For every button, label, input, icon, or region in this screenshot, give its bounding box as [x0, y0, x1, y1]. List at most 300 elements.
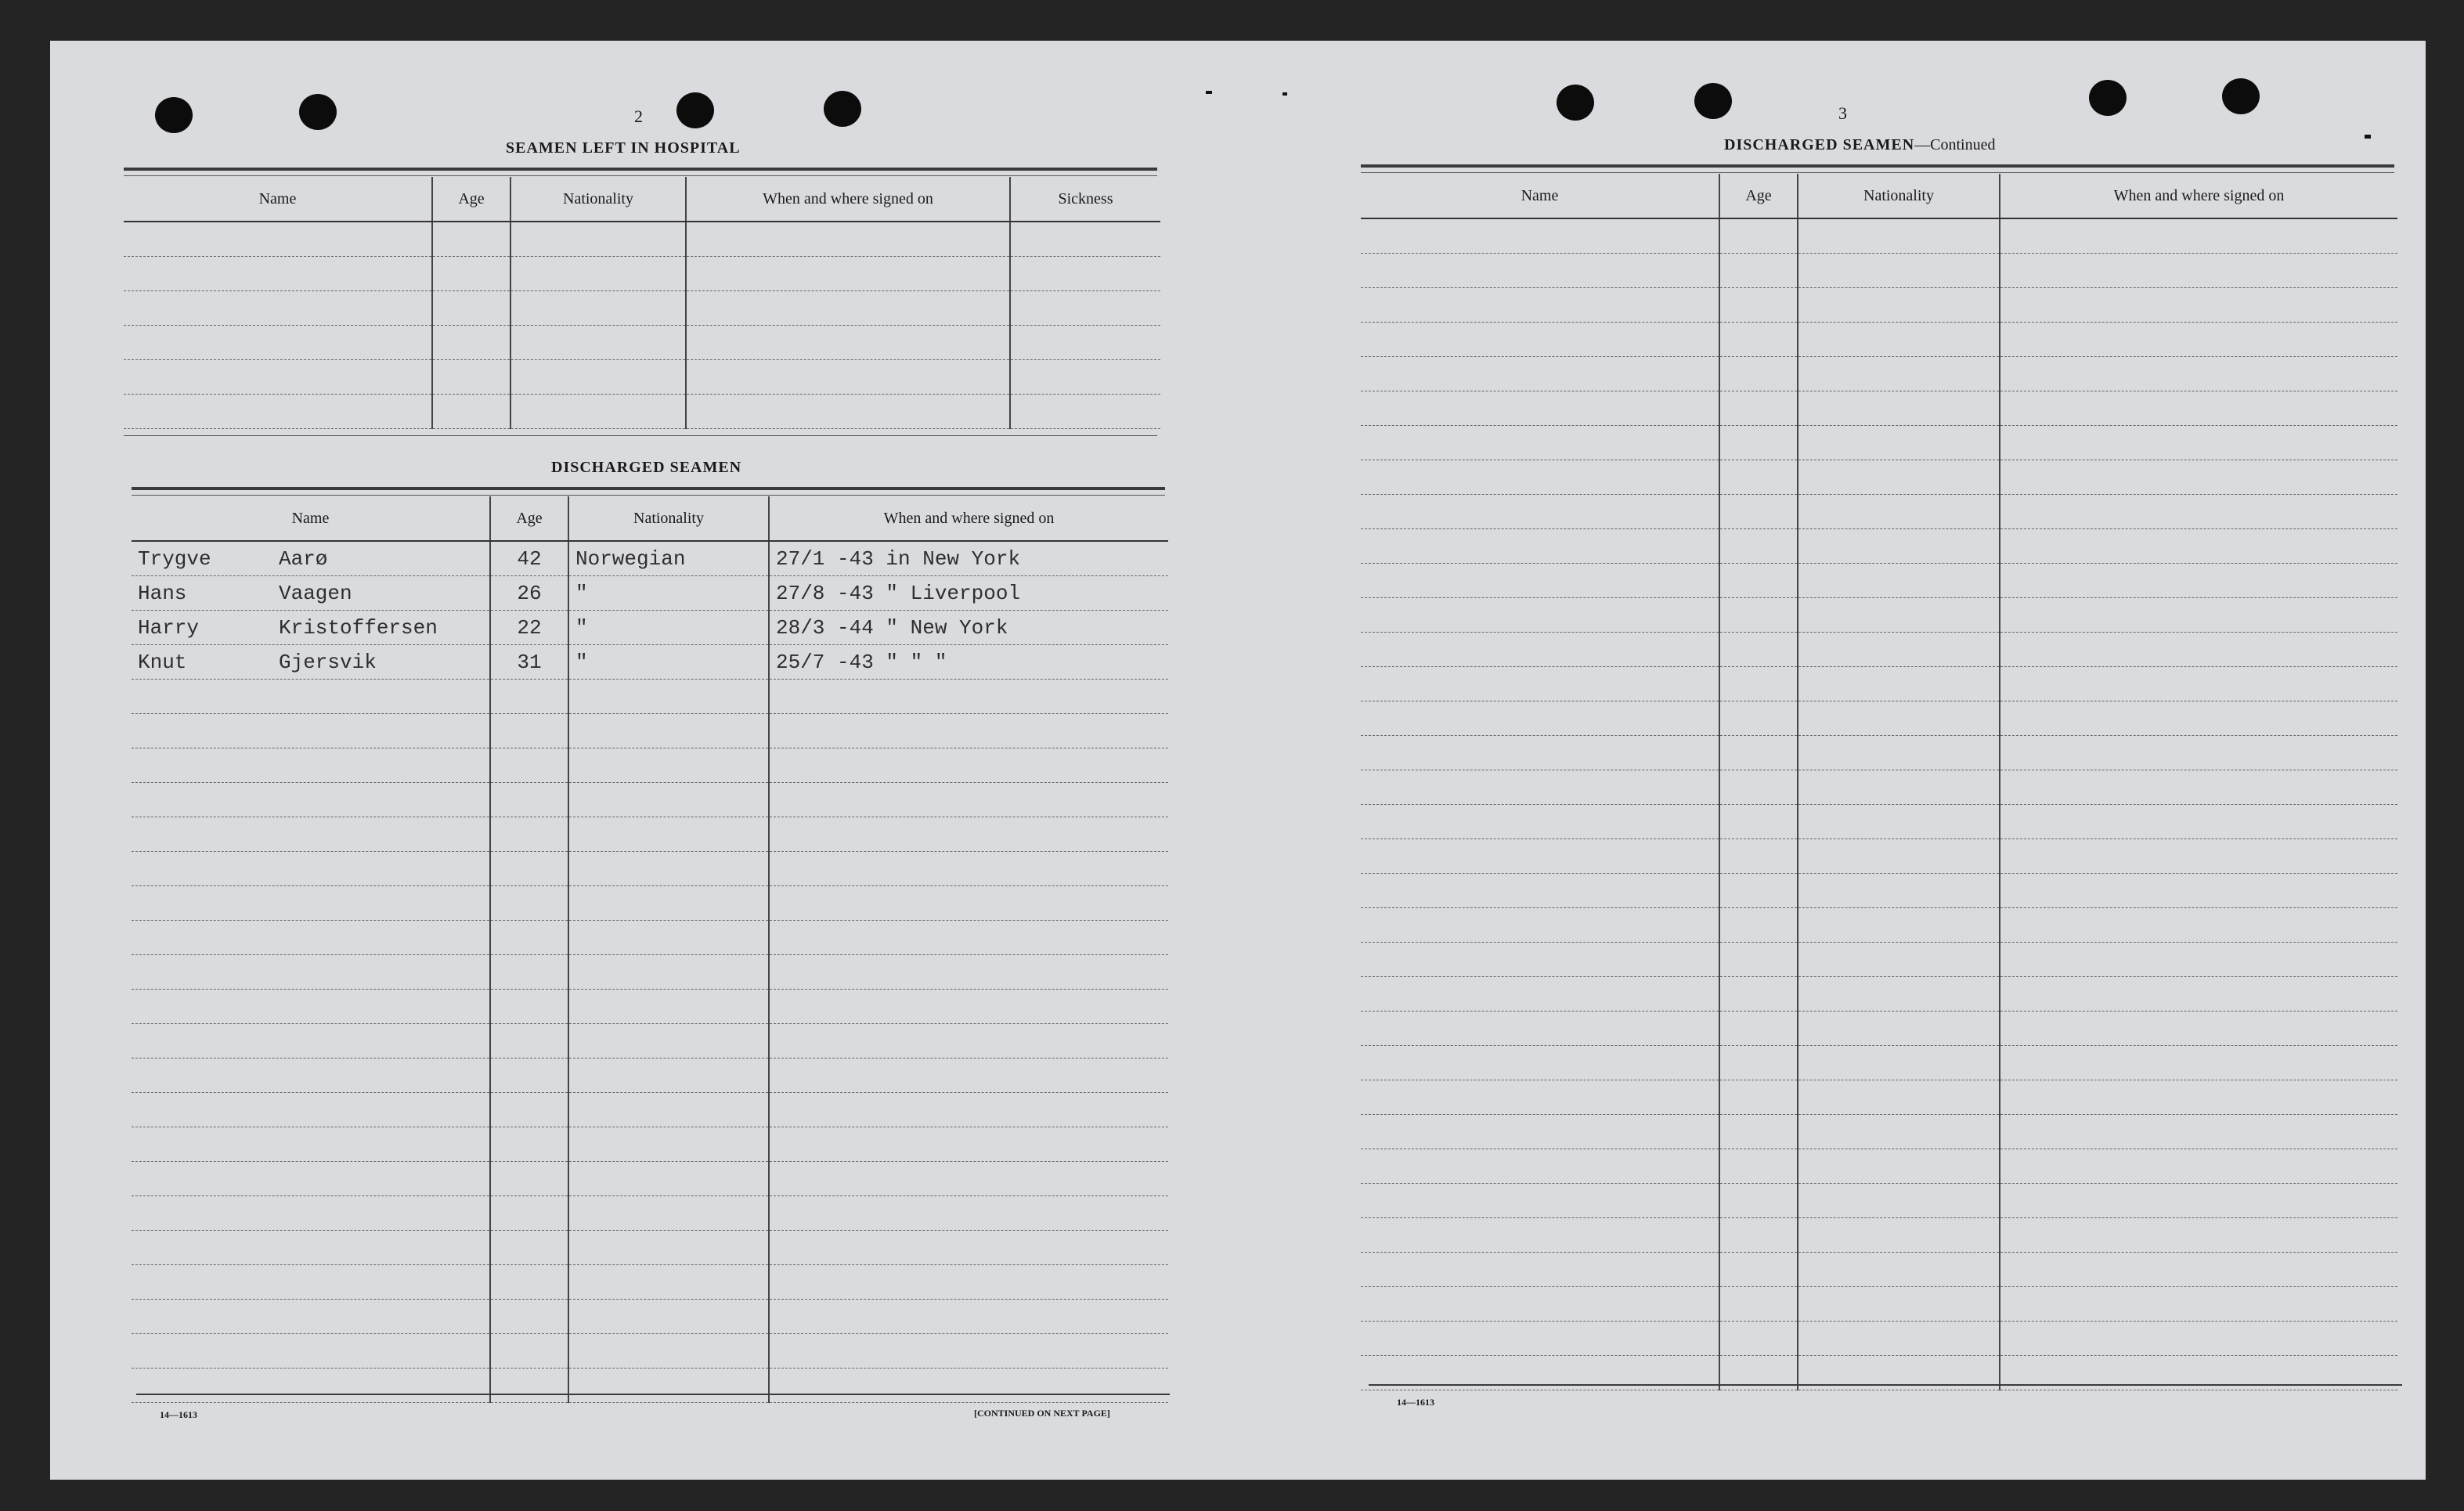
cell-name [132, 1265, 490, 1300]
continued-suffix: —Continued [1914, 136, 1996, 153]
cell-name [1361, 1184, 1719, 1218]
cell-age [490, 1265, 568, 1300]
cell-signed-on [769, 1162, 1168, 1196]
seaman-row [132, 645, 1168, 680]
cell-nationality [1798, 460, 2000, 495]
cell-name [132, 1162, 490, 1196]
cell-signed-on [2000, 1080, 2397, 1115]
cell-signed-on [769, 680, 1168, 714]
cell-age [490, 714, 568, 748]
cell-nationality [568, 714, 769, 748]
hospital-row [124, 395, 1160, 429]
cell-nationality [1798, 1080, 2000, 1115]
seaman-row [132, 611, 1168, 645]
scan-speck [1206, 91, 1212, 94]
top-rule [124, 168, 1157, 171]
cell-nationality [568, 990, 769, 1024]
cell-signed-on [2000, 667, 2397, 701]
cell-name [1361, 977, 1719, 1012]
cell-nationality [1798, 943, 2000, 977]
cell-name [1361, 564, 1719, 598]
cell-name [132, 1058, 490, 1093]
discharged-continued-title-text: DISCHARGED SEAMEN [1724, 136, 1915, 153]
empty-row [1361, 1253, 2397, 1287]
seaman-row [132, 714, 1168, 748]
cell-signed-on [2000, 839, 2397, 874]
top-rule [1361, 164, 2394, 168]
cell-signed-on [769, 714, 1168, 748]
empty-row [1361, 288, 2397, 323]
first-name: Hans [138, 581, 187, 605]
empty-row [1361, 1080, 2397, 1115]
cell-nationality [1798, 1218, 2000, 1253]
cell-name [132, 1300, 490, 1334]
cell-nationality [510, 222, 686, 257]
cell-signed-on [2000, 943, 2397, 977]
cell-name [132, 645, 490, 680]
cell-signed-on [686, 360, 1010, 395]
seaman-row [132, 921, 1168, 955]
cell-age [490, 921, 568, 955]
empty-row [1361, 1115, 2397, 1149]
cell-age [490, 1196, 568, 1231]
seaman-row [132, 1127, 1168, 1162]
discharged-header-row [132, 496, 1168, 541]
seaman-row [132, 990, 1168, 1024]
cell-age [1719, 495, 1798, 529]
cell-nationality [1798, 1046, 2000, 1080]
cell-age [1719, 977, 1798, 1012]
cell-sickness [1010, 326, 1160, 360]
cell-nationality [1798, 770, 2000, 805]
cell-age [1719, 218, 1798, 254]
cell-signed-on [2000, 701, 2397, 736]
cell-age [490, 1058, 568, 1093]
cell-name [1361, 874, 1719, 908]
cell-nationality [568, 817, 769, 852]
cell-age [1719, 1218, 1798, 1253]
cell-signed-on [769, 1058, 1168, 1093]
cell-age [1719, 598, 1798, 633]
cell-name [1361, 495, 1719, 529]
cell-signed-on [2000, 1046, 2397, 1080]
cell-name [132, 955, 490, 990]
cell-nationality [568, 852, 769, 886]
cell-nationality [510, 360, 686, 395]
empty-row [1361, 943, 2397, 977]
cell-age [1719, 839, 1798, 874]
empty-row [1361, 564, 2397, 598]
cell-signed-on [769, 921, 1168, 955]
cell-age [1719, 426, 1798, 460]
empty-row [1361, 323, 2397, 357]
first-name: Trygve [138, 546, 211, 571]
empty-row [1361, 770, 2397, 805]
cell-nationality [1798, 323, 2000, 357]
cell-nationality [1798, 218, 2000, 254]
cell-nationality [1798, 1115, 2000, 1149]
seaman-row [132, 1369, 1168, 1403]
cell-age [490, 1162, 568, 1196]
cell-signed-on [769, 852, 1168, 886]
cell-name [132, 680, 490, 714]
cell-signed-on [2000, 564, 2397, 598]
page-number: 2 [634, 106, 643, 126]
cell-age [1719, 564, 1798, 598]
cell-nationality [568, 680, 769, 714]
cell-age [1719, 323, 1798, 357]
cell-age [1719, 1046, 1798, 1080]
cell-age [1719, 1322, 1798, 1356]
cell-nationality [568, 1265, 769, 1300]
cell-nationality [568, 1127, 769, 1162]
column-header-age: Age [1719, 174, 1798, 218]
empty-row [1361, 736, 2397, 770]
cell-age [432, 360, 510, 395]
seaman-row [132, 1231, 1168, 1265]
empty-row [1361, 460, 2397, 495]
cell-nationality [1798, 288, 2000, 323]
cell-age [490, 990, 568, 1024]
cell-signed-on [686, 222, 1010, 257]
column-header-age: Age [490, 496, 568, 541]
cell-age [1719, 254, 1798, 288]
seaman-row [132, 783, 1168, 817]
empty-row [1361, 391, 2397, 426]
first-name: Harry [138, 615, 200, 640]
cell-age [1719, 460, 1798, 495]
cell-name [1361, 1287, 1719, 1322]
empty-row [1361, 254, 2397, 288]
scan-speck [1283, 92, 1287, 96]
cell-age [490, 783, 568, 817]
column-header-nationality: Nationality [568, 496, 769, 541]
cell-name [132, 1231, 490, 1265]
cell-age [1719, 1253, 1798, 1287]
cell-nationality [568, 921, 769, 955]
cell-nationality [1798, 1184, 2000, 1218]
cell-signed-on: 27/1 -43 in New York [769, 541, 1168, 576]
last-name: Kristoffersen [279, 615, 438, 640]
left-page [50, 41, 1193, 1480]
discharged-top-rule-thin [132, 495, 1165, 496]
cell-age [1719, 943, 1798, 977]
cell-nationality [1798, 1287, 2000, 1322]
cell-signed-on [2000, 874, 2397, 908]
cell-signed-on [2000, 218, 2397, 254]
cell-name [1361, 736, 1719, 770]
cell-signed-on [2000, 323, 2397, 357]
cell-nationality: " [568, 645, 769, 680]
cell-nationality [568, 1162, 769, 1196]
discharged-top-rule [132, 487, 1165, 490]
punch-hole [676, 92, 714, 128]
cell-age [1719, 529, 1798, 564]
cell-name [1361, 633, 1719, 667]
cell-age [490, 1334, 568, 1369]
cell-name [132, 783, 490, 817]
seaman-row [132, 680, 1168, 714]
hospital-header-row [124, 177, 1160, 222]
cell-name [1361, 770, 1719, 805]
cell-age [432, 222, 510, 257]
empty-row [1361, 598, 2397, 633]
column-header-nationality: Nationality [510, 177, 686, 222]
column-header-signed-on: When and where signed on [769, 496, 1168, 541]
cell-nationality: " [568, 611, 769, 645]
cell-nationality [510, 257, 686, 291]
cell-nationality [1798, 1149, 2000, 1184]
cell-age [490, 680, 568, 714]
cell-signed-on [2000, 805, 2397, 839]
cell-name [132, 1334, 490, 1369]
form-number: 14—1613 [1397, 1397, 1434, 1408]
seaman-row [132, 1334, 1168, 1369]
seaman-row [132, 1162, 1168, 1196]
cell-nationality [568, 886, 769, 921]
cell-name [1361, 529, 1719, 564]
cell-signed-on: 27/8 -43 " Liverpool [769, 576, 1168, 611]
column-header-sickness: Sickness [1010, 177, 1160, 222]
discharged-continued-title [1724, 136, 1996, 154]
cell-age [1719, 805, 1798, 839]
cell-signed-on [769, 1196, 1168, 1231]
cell-signed-on [2000, 598, 2397, 633]
cell-signed-on [769, 748, 1168, 783]
cell-age [432, 326, 510, 360]
cell-name [132, 852, 490, 886]
cell-signed-on [2000, 529, 2397, 564]
discharged-table [132, 496, 1168, 1403]
empty-row [1361, 495, 2397, 529]
cell-name [1361, 1115, 1719, 1149]
cell-nationality: Norwegian [568, 541, 769, 576]
cell-age: 22 [490, 611, 568, 645]
cell-signed-on [2000, 1184, 2397, 1218]
cell-age [490, 886, 568, 921]
cell-signed-on [769, 1265, 1168, 1300]
empty-row [1361, 1149, 2397, 1184]
cell-nationality [1798, 391, 2000, 426]
cell-name [1361, 943, 1719, 977]
cell-age [432, 291, 510, 326]
cell-signed-on [769, 1093, 1168, 1127]
cell-age [490, 1231, 568, 1265]
cell-signed-on [686, 291, 1010, 326]
empty-row [1361, 839, 2397, 874]
empty-row [1361, 908, 2397, 943]
column-header-signed-on: When and where signed on [686, 177, 1010, 222]
cell-name [132, 1196, 490, 1231]
seaman-row [132, 886, 1168, 921]
cell-name [132, 1127, 490, 1162]
empty-row [1361, 701, 2397, 736]
cell-signed-on [2000, 1218, 2397, 1253]
cell-signed-on [2000, 770, 2397, 805]
column-header-name: Name [124, 177, 432, 222]
empty-row [1361, 426, 2397, 460]
cell-name [1361, 667, 1719, 701]
cell-nationality [1798, 633, 2000, 667]
cell-sickness [1010, 291, 1160, 326]
section-rule [124, 435, 1157, 436]
cell-name [132, 1093, 490, 1127]
cell-age [1719, 701, 1798, 736]
cell-nationality [1798, 495, 2000, 529]
cell-nationality [1798, 564, 2000, 598]
cell-signed-on [2000, 254, 2397, 288]
cell-signed-on [769, 1127, 1168, 1162]
cell-name [1361, 426, 1719, 460]
cell-nationality [1798, 908, 2000, 943]
cell-name [132, 817, 490, 852]
cell-age [432, 257, 510, 291]
cell-age [490, 852, 568, 886]
column-header-name: Name [132, 496, 490, 541]
cell-name [132, 921, 490, 955]
top-rule-thin [124, 175, 1157, 176]
cell-signed-on [2000, 391, 2397, 426]
seaman-row [132, 817, 1168, 852]
hospital-row [124, 291, 1160, 326]
cell-age [1719, 1012, 1798, 1046]
cell-signed-on [2000, 495, 2397, 529]
cell-signed-on: 28/3 -44 " New York [769, 611, 1168, 645]
empty-row [1361, 357, 2397, 391]
cell-name [124, 291, 432, 326]
cell-name [132, 611, 490, 645]
cell-signed-on [769, 1300, 1168, 1334]
cell-name [1361, 598, 1719, 633]
cell-name [1361, 908, 1719, 943]
discharged-continued-header-row [1361, 174, 2397, 218]
seaman-row [132, 748, 1168, 783]
cell-nationality [568, 1196, 769, 1231]
cell-name [132, 541, 490, 576]
cell-nationality [1798, 1253, 2000, 1287]
seaman-row [132, 1300, 1168, 1334]
cell-signed-on [769, 1334, 1168, 1369]
cell-signed-on [769, 783, 1168, 817]
cell-name [124, 395, 432, 429]
empty-row [1361, 1287, 2397, 1322]
cell-name [124, 257, 432, 291]
cell-age [490, 1300, 568, 1334]
seaman-row [132, 1093, 1168, 1127]
punch-hole [299, 94, 337, 130]
empty-row [1361, 874, 2397, 908]
cell-age [490, 1024, 568, 1058]
cell-nationality [1798, 1322, 2000, 1356]
cell-name [132, 886, 490, 921]
cell-signed-on [769, 955, 1168, 990]
continued-note: [CONTINUED ON NEXT PAGE] [974, 1408, 1110, 1419]
cell-age [1719, 391, 1798, 426]
cell-signed-on [2000, 736, 2397, 770]
cell-nationality [1798, 667, 2000, 701]
punch-hole [2222, 78, 2260, 114]
cell-signed-on [2000, 633, 2397, 667]
cell-signed-on [2000, 1115, 2397, 1149]
cell-name [1361, 460, 1719, 495]
cell-nationality [1798, 426, 2000, 460]
cell-name [1361, 357, 1719, 391]
cell-age: 31 [490, 645, 568, 680]
seaman-row [132, 1196, 1168, 1231]
cell-sickness [1010, 222, 1160, 257]
column-header-age: Age [432, 177, 510, 222]
cell-name [1361, 1149, 1719, 1184]
empty-row [1361, 1046, 2397, 1080]
cell-nationality [1798, 874, 2000, 908]
cell-nationality [568, 1334, 769, 1369]
cell-name [1361, 323, 1719, 357]
empty-row [1361, 1218, 2397, 1253]
cell-name [124, 326, 432, 360]
punch-hole [1694, 83, 1732, 119]
cell-age: 42 [490, 541, 568, 576]
cell-signed-on [769, 990, 1168, 1024]
cell-name [1361, 288, 1719, 323]
cell-age [1719, 288, 1798, 323]
column-header-signed-on: When and where signed on [2000, 174, 2397, 218]
cell-age [432, 395, 510, 429]
column-header-nationality: Nationality [1798, 174, 2000, 218]
hospital-section-title: SEAMEN LEFT IN HOSPITAL [506, 139, 741, 157]
cell-name [1361, 254, 1719, 288]
cell-signed-on [686, 395, 1010, 429]
punch-hole [824, 91, 861, 127]
cell-nationality [568, 955, 769, 990]
cell-nationality [568, 1058, 769, 1093]
cell-nationality [568, 1024, 769, 1058]
bottom-rule [1369, 1384, 2402, 1386]
cell-name [1361, 391, 1719, 426]
cell-name [132, 714, 490, 748]
discharged-section-title: DISCHARGED SEAMEN [551, 459, 742, 476]
cell-nationality [1798, 701, 2000, 736]
last-name: Gjersvik [279, 650, 377, 674]
cell-age [490, 1093, 568, 1127]
cell-signed-on [2000, 1322, 2397, 1356]
cell-nationality [568, 1369, 769, 1403]
cell-signed-on [2000, 908, 2397, 943]
first-name: Knut [138, 650, 187, 674]
cell-nationality [1798, 977, 2000, 1012]
cell-name [1361, 1046, 1719, 1080]
cell-nationality [1798, 839, 2000, 874]
cell-name [132, 990, 490, 1024]
cell-nationality [568, 748, 769, 783]
cell-name [1361, 1253, 1719, 1287]
cell-name [132, 1024, 490, 1058]
cell-age: 26 [490, 576, 568, 611]
cell-nationality [1798, 529, 2000, 564]
empty-row [1361, 1012, 2397, 1046]
cell-nationality [1798, 598, 2000, 633]
punch-hole [155, 97, 193, 133]
cell-signed-on [769, 1024, 1168, 1058]
cell-age [490, 817, 568, 852]
cell-nationality [1798, 805, 2000, 839]
cell-signed-on [686, 326, 1010, 360]
cell-nationality [510, 326, 686, 360]
cell-nationality [1798, 1012, 2000, 1046]
document-sheet [50, 41, 2426, 1480]
hospital-table [124, 177, 1160, 429]
cell-name [124, 360, 432, 395]
bottom-rule [136, 1394, 1170, 1395]
